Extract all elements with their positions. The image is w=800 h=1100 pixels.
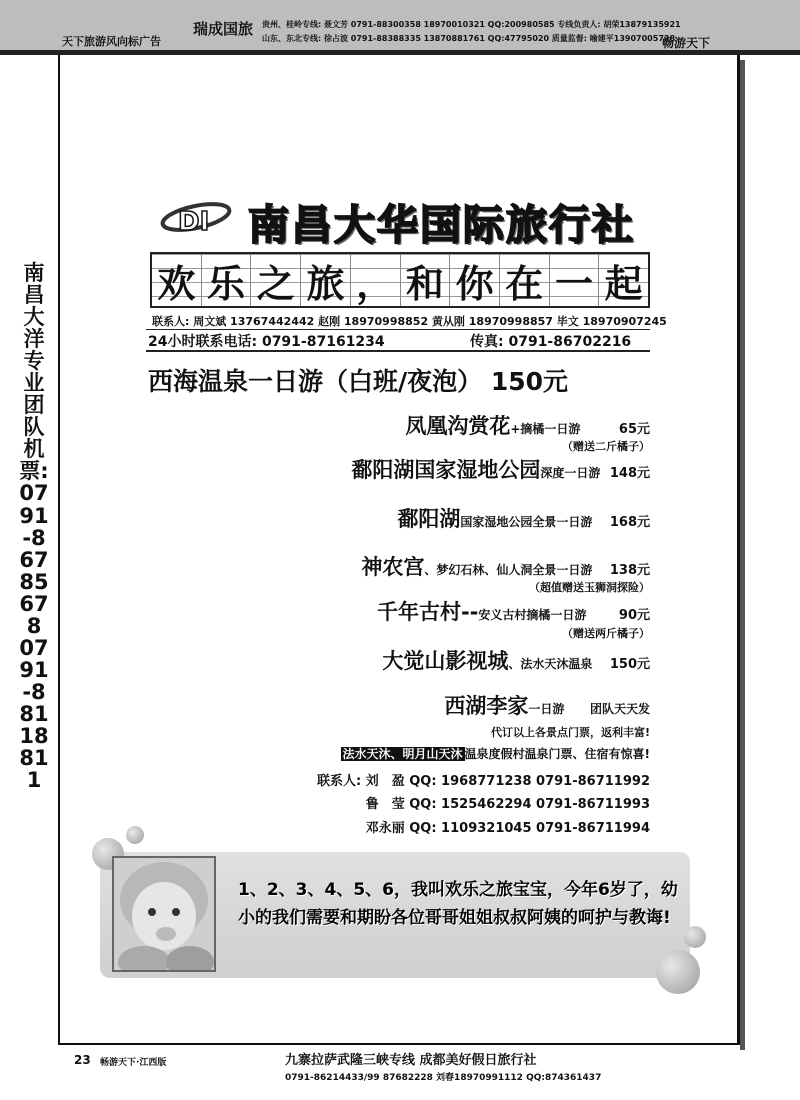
banner-text: 1、2、3、4、5、6，我叫欢乐之旅宝宝，今年6岁了，幼小的我们需要和期盼各位哥哥姐姐叔叔阿姨的呵护与教诲!: [238, 880, 678, 928]
slogan-char: ，: [351, 254, 401, 306]
tour-5-name: 千年古村--: [376, 600, 479, 624]
contact-3-qq: QQ: 1109321045: [409, 821, 532, 836]
tour-4-price: 138元: [609, 563, 650, 578]
header-contact-line-2: 山东、东北专线: 徐占波 0791-88388335 13870881761 QQ:47795020 质量监督: 喻建平13907005738: [262, 34, 676, 43]
promo-spa-highlight: 法水天沐、明月山天沐: [342, 747, 463, 761]
contact-3-name: 邓永丽: [365, 821, 405, 836]
tour-7-desc: 一日游: [528, 702, 565, 716]
contact-row-1: [317, 770, 650, 789]
contact-1-qq: QQ: 1968771238: [409, 774, 532, 789]
slogan-char: 你: [450, 254, 500, 306]
tour-5: [377, 596, 650, 626]
company-name: 南昌大华国际旅行社: [248, 201, 635, 249]
page-number: 23: [74, 1053, 91, 1067]
tour-2-desc: 深度一日游: [540, 466, 601, 480]
slogan-char: 乐: [202, 254, 252, 306]
tour-2-price: 148元: [609, 466, 650, 481]
tour-6-desc: 、法水天沐温泉: [508, 657, 593, 671]
promo-spa: [341, 745, 651, 762]
contact-1-name: 联系人: 刘 盈: [316, 774, 405, 789]
decor-circle: [684, 926, 706, 948]
tour-6-price: 150元: [609, 657, 650, 672]
footer-ad-contacts: 0791-86214433/99 87682228 刘春18970991112 QQ:874361437: [285, 1073, 602, 1083]
footer-ad-title: 九寨拉萨武隆三峡专线 成都美好假日旅行社: [285, 1053, 537, 1068]
tour-1-price: 65元: [618, 422, 650, 437]
tour-4-note: （超值赠送玉狮洞探险）: [529, 581, 650, 594]
tour-4: [361, 551, 650, 581]
contact-2-tel: 0791-86711993: [536, 797, 650, 812]
slogan-char: 之: [251, 254, 301, 306]
hotline: 24小时联系电话: 0791-87161234: [148, 334, 385, 350]
tour-3-name: 鄱阳湖: [397, 507, 461, 531]
header-left-tagline: 天下旅游风向标广告: [62, 35, 161, 48]
fax: 传真: 0791-86702216: [470, 334, 632, 350]
tour-1-name: 凤凰沟赏花: [405, 414, 511, 438]
company-logo-icon: [160, 193, 238, 239]
contact-1-tel: 0791-86711992: [536, 774, 650, 789]
child-photo: [112, 856, 216, 972]
tour-5-note: （赠送两斤橘子）: [562, 627, 650, 640]
promo-spa-rest: 温泉度假村温泉门票、住宿有惊喜!: [464, 747, 650, 761]
tour-2-name: 鄱阳湖国家湿地公园: [351, 458, 541, 482]
header-contact-line-1: 贵州、桂岭专线: 聂文芳 0791-88300358 18970010321 QQ:200980585 专线负责人: 胡荣13879135921: [262, 20, 681, 29]
company-contacts: 联系人: 周文斌 13767442442 赵刚 18970998852 黄从刚 18970998857 毕文 18970907245: [152, 315, 667, 328]
child-photo-icon: [114, 858, 214, 970]
slogan-char: 起: [604, 260, 643, 306]
slogan-char: 旅: [301, 254, 351, 306]
tour-7: [444, 690, 650, 720]
tour-main: 西海温泉一日游（白班/夜泡） 150元: [148, 367, 569, 396]
tour-3-price: 168元: [609, 515, 650, 530]
contact-2-qq: QQ: 1525462294: [409, 797, 532, 812]
logo-text: DI: [178, 207, 210, 237]
slogan-grid: [150, 252, 650, 308]
slogan-char: 欢: [152, 254, 202, 306]
tour-5-desc: 安义古村摘橘一日游: [478, 608, 587, 622]
decor-circle: [126, 826, 144, 844]
tour-1-note: （赠送二斤橘子）: [562, 440, 650, 453]
header-brand: 瑞成国旅: [193, 20, 254, 38]
promo-tickets: 代订以上各景点门票，返利丰富!: [490, 726, 650, 739]
tour-6-name: 大觉山影视城: [382, 649, 509, 673]
tour-1-desc: +摘橘一日游: [510, 422, 581, 436]
tour-4-name: 神农宫: [361, 555, 425, 579]
decor-circle: [656, 950, 700, 994]
tour-3-desc: 国家湿地公园全景一日游: [460, 515, 593, 529]
contact-row-2: [366, 793, 650, 812]
frame-shadow: [740, 60, 745, 1050]
slogan-char: 和: [401, 254, 451, 306]
slogan-char: 一: [550, 254, 600, 306]
side-vertical-ad: 南昌大洋专业团队机票: 0791-86785678 0791-88118811: [19, 261, 57, 793]
tour-7-extra: 团队天天发: [589, 702, 650, 716]
tour-4-desc: 、梦幻石林、仙人洞全景一日游: [424, 563, 593, 577]
slogan-char: 在: [500, 254, 550, 306]
tour-2: [351, 454, 650, 484]
tour-1: [405, 410, 650, 440]
tour-5-price: 90元: [618, 608, 650, 623]
contact-3-tel: 0791-86711994: [536, 821, 650, 836]
header-right-tagline: 畅游天下: [662, 36, 711, 50]
tour-3: [397, 503, 650, 533]
tour-6: [382, 645, 650, 675]
tour-7-name: 西湖李家: [444, 694, 529, 718]
contact-2-name: 鲁 莹: [365, 797, 405, 812]
contact-row-3: [366, 817, 650, 836]
footer-edition: 畅游天下·江西版: [100, 1058, 167, 1068]
